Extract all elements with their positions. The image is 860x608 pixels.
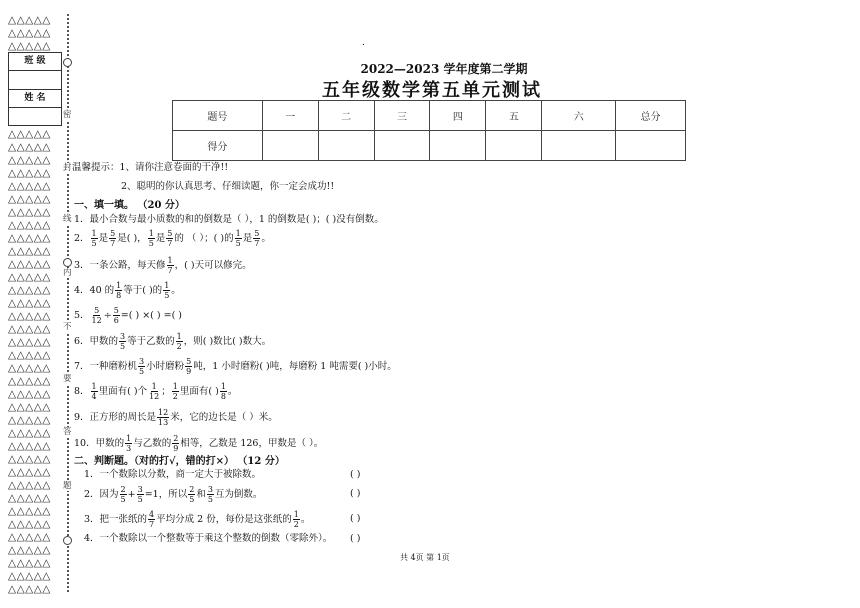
numerator: 2 [173, 434, 179, 443]
question-8 [74, 382, 237, 401]
denominator: 2 [293, 520, 299, 529]
j3-text: 3．把一张纸的 [84, 514, 148, 525]
tip-line-2: 2、聪明的你认真思考、仔细读题，你一定会成功!! [121, 181, 335, 192]
numerator: 2 [120, 485, 126, 494]
seal-circle [63, 536, 72, 545]
seal-char: 线 [63, 214, 72, 224]
denominator: 4 [91, 392, 97, 401]
triangle-row: △△△△△ [8, 14, 51, 26]
numerator: 5 [167, 229, 173, 238]
triangle-row: △△△△△ [8, 466, 51, 478]
triangle-row: △△△△△ [8, 505, 51, 517]
denominator: 7 [167, 266, 173, 275]
score-input-cell[interactable] [318, 131, 374, 161]
score-header-cell: 五 [486, 101, 542, 131]
question-5 [74, 306, 182, 325]
triangle-row: △△△△△ [8, 427, 51, 439]
j3-text: 。 [300, 514, 311, 525]
q5-text: ÷ [103, 310, 112, 321]
fraction [109, 229, 116, 248]
q9-text: 9．正方形的周长是 [74, 412, 157, 423]
denominator: 8 [220, 392, 226, 401]
numerator: 5 [94, 306, 100, 315]
judge-1-answer[interactable]: ( ) [350, 469, 361, 480]
q8-text: 里面有( )个 [98, 386, 148, 397]
judge-3-answer[interactable]: ( ) [350, 513, 361, 524]
judge-2-answer[interactable]: ( ) [350, 488, 361, 499]
q8-text: 。 [227, 386, 238, 397]
triangle-row: △△△△△ [8, 310, 51, 322]
denominator: 2 [176, 342, 182, 351]
denominator: 5 [189, 495, 195, 504]
denominator: 5 [235, 239, 241, 248]
denominator: 5 [91, 239, 97, 248]
triangle-row: △△△△△ [8, 492, 51, 504]
denominator: 3 [126, 444, 132, 453]
numerator: 5 [113, 306, 119, 315]
triangle-row: △△△△△ [8, 193, 51, 205]
triangle-row: △△△△△ [8, 349, 51, 361]
term-heading [0, 60, 860, 77]
q8-text: 8． [74, 386, 90, 397]
question-6 [74, 332, 271, 351]
seal-char: 要 [63, 374, 72, 384]
score-label-cell: 得分 [173, 131, 263, 161]
triangle-row: △△△△△ [8, 219, 51, 231]
triangle-row: △△△△△ [8, 284, 51, 296]
q7-text: 7．一种磨粉机 [74, 361, 138, 372]
triangle-row: △△△△△ [8, 479, 51, 491]
numerator: 5 [254, 229, 260, 238]
term-text: 2022—2023 学年度第二学期 [360, 62, 528, 76]
q5-text: =( ) ×( ) =( ) [120, 310, 183, 321]
triangle-row: △△△△△ [8, 570, 51, 582]
triangle-row: △△△△△ [8, 453, 51, 465]
q2-text: 是( )， [117, 233, 147, 244]
fraction [91, 306, 103, 325]
fraction [220, 382, 227, 401]
q7-text: 吨，1 小时磨粉( )吨，每磨粉 1 吨需要( )小时。 [193, 361, 397, 372]
seal-char: 题 [63, 481, 72, 491]
seal-circle [63, 258, 72, 267]
score-input-cell[interactable] [262, 131, 318, 161]
triangle-row: △△△△△ [8, 557, 51, 569]
fraction [148, 510, 155, 529]
question-4 [74, 281, 181, 300]
denominator: 5 [120, 342, 126, 351]
denominator: 12 [91, 316, 102, 325]
score-input-cell[interactable] [542, 131, 616, 161]
triangle-row: △△△△△ [8, 544, 51, 556]
judge-3 [84, 510, 310, 529]
fraction [148, 229, 155, 248]
triangle-row: △△△△△ [8, 375, 51, 387]
q5-text: 5． [74, 310, 90, 321]
q4-text: 等于( )的 [123, 285, 163, 296]
q8-text: ； [161, 386, 171, 397]
denominator: 7 [254, 239, 260, 248]
section-2-heading: 二、判断题。（对的打√，错的打×） （12 分） [74, 456, 285, 467]
q10-text: 10．甲数的 [74, 438, 125, 449]
q2-text: 是 [98, 233, 109, 244]
score-input-cell[interactable] [486, 131, 542, 161]
stray-dot: . [362, 38, 365, 48]
q10-text: 与乙数的 [133, 438, 172, 449]
j2-text: + [127, 489, 136, 500]
judge-1: 1．一个数除以分数，商一定大于被除数。 [84, 469, 262, 480]
triangle-row: △△△△△ [8, 40, 51, 52]
score-table [172, 100, 686, 161]
numerator: 3 [137, 485, 143, 494]
triangle-row: △△△△△ [8, 531, 51, 543]
fraction [185, 357, 192, 376]
j3-text: 平均分成 2 份，每份是这张纸的 [156, 514, 292, 525]
fraction [163, 281, 170, 300]
q3-text: 3．一条公路，每天修 [74, 260, 166, 271]
j2-text: =1，所以 [144, 489, 188, 500]
triangle-row: △△△△△ [8, 297, 51, 309]
q2-text: 的 （ ）；( )的 [174, 233, 234, 244]
fraction [91, 229, 98, 248]
margin-triangles-top [8, 14, 60, 53]
name-field [9, 108, 61, 126]
seal-char: 密 [63, 110, 72, 120]
score-value-row [173, 131, 686, 161]
fraction [166, 229, 173, 248]
triangle-row: △△△△△ [8, 271, 51, 283]
fraction [253, 229, 260, 248]
numerator: 4 [149, 510, 155, 519]
denominator: 7 [167, 239, 173, 248]
score-input-cell[interactable] [616, 131, 686, 161]
triangle-row: △△△△△ [8, 128, 51, 140]
q2-text: 2． [74, 233, 90, 244]
denominator: 7 [110, 239, 116, 248]
q9-text: 米，它的边长是（ ）米。 [170, 412, 278, 423]
numerator: 3 [139, 357, 145, 366]
numerator: 5 [186, 357, 192, 366]
numerator: 1 [293, 510, 299, 519]
score-header-cell: 一 [262, 101, 318, 131]
q2-text: 是 [155, 233, 166, 244]
triangle-row: △△△△△ [8, 167, 51, 179]
numerator: 1 [151, 382, 157, 391]
numerator: 2 [189, 485, 195, 494]
triangle-row: △△△△△ [8, 388, 51, 400]
denominator: 2 [172, 392, 178, 401]
triangle-row: △△△△△ [8, 141, 51, 153]
triangle-row: △△△△△ [8, 27, 51, 39]
numerator: 1 [91, 382, 97, 391]
fraction [207, 485, 214, 504]
score-header-cell: 二 [318, 101, 374, 131]
page-footer: 共 4页 第 1页 [400, 553, 450, 562]
q6-text: 6．甲数的 [74, 336, 119, 347]
denominator: 5 [120, 495, 126, 504]
denominator: 13 [158, 418, 169, 427]
numerator: 1 [235, 229, 241, 238]
q2-text: 是 [242, 233, 253, 244]
triangle-row: △△△△△ [8, 336, 51, 348]
fraction [157, 408, 169, 427]
score-input-cell[interactable] [430, 131, 486, 161]
judge-4-answer[interactable]: ( ) [350, 533, 361, 544]
triangle-row: △△△△△ [8, 518, 51, 530]
question-1: 1．最小合数与最小质数的和的倒数是（ ），1 的倒数是( )；( )没有倒数。 [74, 214, 384, 225]
score-input-cell[interactable] [374, 131, 430, 161]
triangle-row: △△△△△ [8, 232, 51, 244]
q8-text: 里面有( ) [179, 386, 219, 397]
judge-4: 4．一个数除以一个整数等于乘这个整数的倒数（零除外）。 [84, 533, 333, 544]
numerator: 1 [172, 382, 178, 391]
score-header-cell: 四 [430, 101, 486, 131]
numerator: 1 [220, 382, 226, 391]
triangle-row: △△△△△ [8, 583, 51, 595]
denominator: 6 [113, 316, 119, 325]
denominator: 9 [173, 444, 179, 453]
denominator: 9 [186, 367, 192, 376]
question-9 [74, 408, 278, 427]
page-title [0, 76, 860, 102]
q6-text: 等于乙数的 [127, 336, 175, 347]
fraction [293, 510, 300, 529]
score-header-cell: 三 [374, 101, 430, 131]
q3-text: ，( )天可以修完。 [174, 260, 252, 271]
question-2 [74, 229, 271, 248]
fraction [167, 256, 174, 275]
fraction [137, 485, 144, 504]
fraction [138, 357, 145, 376]
score-header-cell: 六 [542, 101, 616, 131]
score-header-cell: 题号 [173, 101, 263, 131]
section-1-heading: 一、填一填。 （20 分） [74, 200, 185, 211]
j2-text: 2．因为 [84, 489, 119, 500]
question-3 [74, 256, 252, 275]
title-text: 五年级数学第五单元测试 [322, 80, 542, 101]
fraction [115, 281, 122, 300]
name-label: 姓 名 [9, 90, 61, 108]
fraction [113, 306, 120, 325]
tip-line-1: 温馨提示：1、请你注意卷面的干净!! [72, 162, 229, 173]
triangle-row: △△△△△ [8, 323, 51, 335]
denominator: 5 [148, 239, 154, 248]
fraction [176, 332, 183, 351]
triangle-row: △△△△△ [8, 440, 51, 452]
denominator: 8 [116, 291, 122, 300]
q7-text: 小时磨粉 [146, 361, 185, 372]
triangle-row: △△△△△ [8, 401, 51, 413]
denominator: 5 [164, 291, 170, 300]
fraction [172, 434, 179, 453]
triangle-row: △△△△△ [8, 180, 51, 192]
q2-text: 。 [261, 233, 271, 244]
numerator: 1 [176, 332, 182, 341]
judge-2 [84, 485, 262, 504]
numerator: 3 [120, 332, 126, 341]
numerator: 1 [164, 281, 170, 290]
q4-text: 4．40 的 [74, 285, 115, 296]
numerator: 1 [91, 229, 97, 238]
triangle-row: △△△△△ [8, 245, 51, 257]
fraction [235, 229, 242, 248]
q6-text: ，则( )数比( )数大。 [183, 336, 272, 347]
triangle-row: △△△△△ [8, 362, 51, 374]
class-label: 班 级 [9, 53, 61, 71]
numerator: 3 [207, 485, 213, 494]
denominator: 12 [149, 392, 160, 401]
triangle-row: △△△△△ [8, 206, 51, 218]
q4-text: 。 [171, 285, 181, 296]
triangle-row: △△△△△ [8, 258, 51, 270]
seal-char: 封 [63, 163, 72, 173]
seal-char: 内 [63, 268, 72, 278]
triangle-row: △△△△△ [8, 414, 51, 426]
question-7 [74, 357, 397, 376]
numerator: 12 [158, 408, 169, 417]
question-10 [74, 434, 323, 453]
fraction [119, 332, 126, 351]
fraction [120, 485, 127, 504]
triangle-row: △△△△△ [8, 154, 51, 166]
fraction [125, 434, 132, 453]
j2-text: 和 [196, 489, 206, 500]
q10-text: 相等，乙数是 126，甲数是（ ）。 [180, 438, 324, 449]
score-header-cell: 总分 [616, 101, 686, 131]
fraction [172, 382, 179, 401]
fraction [91, 382, 98, 401]
denominator: 5 [207, 495, 213, 504]
numerator: 1 [126, 434, 132, 443]
numerator: 1 [148, 229, 154, 238]
margin-triangles-main [8, 128, 60, 596]
score-header-row [173, 101, 686, 131]
fraction [148, 382, 160, 401]
seal-char: 不 [63, 322, 72, 332]
seal-char: 答 [63, 427, 72, 437]
numerator: 1 [116, 281, 122, 290]
j2-text: 互为倒数。 [214, 489, 263, 500]
numerator: 1 [167, 256, 173, 265]
denominator: 7 [149, 520, 155, 529]
denominator: 5 [139, 367, 145, 376]
fraction [188, 485, 195, 504]
denominator: 5 [137, 495, 143, 504]
numerator: 5 [110, 229, 116, 238]
